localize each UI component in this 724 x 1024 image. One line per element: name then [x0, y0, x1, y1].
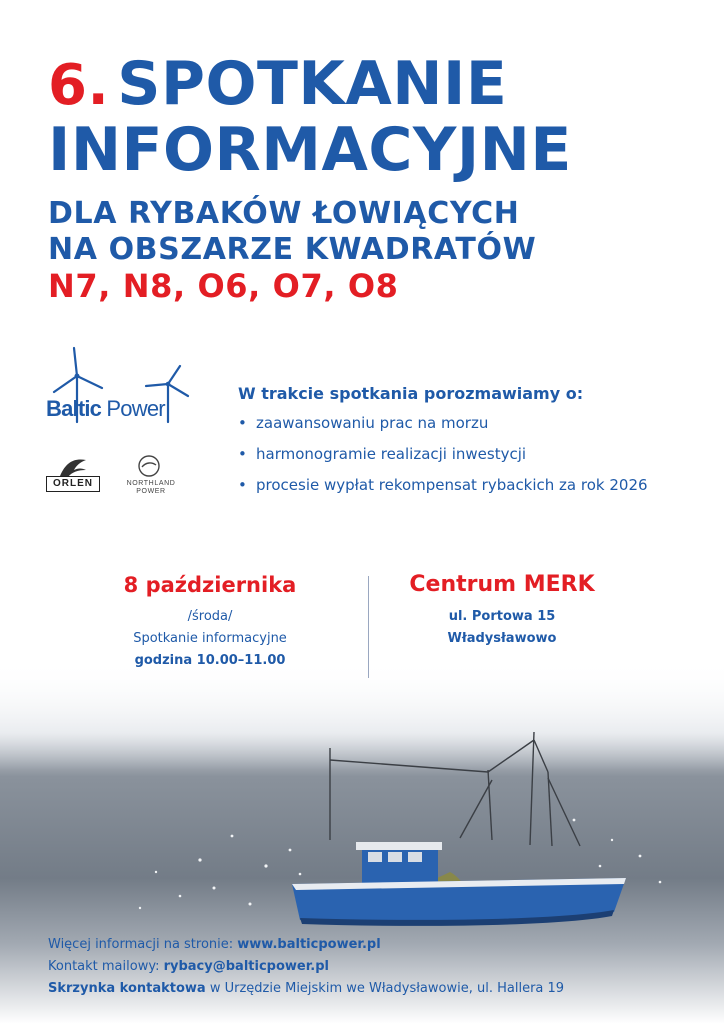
orlen-logo: ORLEN — [46, 476, 100, 492]
baltic-power-word-1: Baltic — [46, 396, 102, 421]
mailbox-row — [48, 978, 708, 1000]
baltic-power-word-2: Power — [106, 396, 165, 421]
mailbox-location: w Urzędzie Miejskim we Władysławowie, ul. Hallera 19 — [205, 981, 565, 996]
meeting-number: 6. — [48, 53, 110, 118]
northland-power-logo — [118, 480, 184, 496]
fishing-squares: N7, N8, O6, O7, O8 — [48, 267, 399, 305]
title-line-1: SPOTKANIE — [117, 49, 508, 119]
email-row — [48, 956, 708, 978]
subtitle-line-2: NA OBSZARZE KWADRATÓW — [48, 232, 537, 267]
event-date: 8 października — [123, 573, 297, 597]
event-type: Spotkanie informacyjne — [133, 631, 287, 646]
northland-power-icon — [136, 454, 162, 478]
agenda-heading: W trakcie spotkania porozmawiamy o: — [238, 384, 584, 403]
event-weekday: /środa/ — [187, 609, 233, 624]
baltic-power-logo — [46, 396, 165, 422]
mailbox-label: Skrzynka kontaktowa — [48, 981, 206, 996]
email-link[interactable]: rybacy@balticpower.pl — [163, 959, 329, 974]
website-link[interactable]: www.balticpower.pl — [237, 937, 381, 952]
power-word: POWER — [136, 488, 166, 495]
northland-word: NORTHLAND — [126, 480, 176, 487]
agenda — [238, 384, 698, 506]
venue-city: Władysławowo — [447, 631, 557, 646]
agenda-list — [238, 413, 698, 495]
orlen-eagle-icon — [52, 456, 94, 478]
agenda-item: • harmonogramie realizacji inwestycji — [238, 444, 698, 464]
event-venue-block — [372, 570, 632, 650]
subtitle-line-1: DLA RYBAKÓW ŁOWIĄCYCH — [48, 196, 520, 231]
partner-logos — [40, 340, 190, 510]
venue-street: ul. Portowa 15 — [448, 609, 556, 624]
boat-cabin — [356, 842, 442, 884]
event-venue: Centrum MERK — [409, 572, 595, 597]
website-row — [48, 934, 708, 956]
event-details — [60, 570, 660, 680]
boat-hull — [292, 878, 626, 926]
email-label: Kontakt mailowy: — [48, 959, 164, 974]
poster-subtitle — [48, 196, 536, 304]
contact-footer — [48, 934, 708, 1000]
event-date-block — [60, 570, 360, 672]
title-line-2: INFORMACYJNE — [48, 115, 572, 185]
event-time: godzina 10.00–11.00 — [134, 653, 286, 668]
agenda-item: • zaawansowaniu prac na morzu — [238, 413, 698, 433]
agenda-item: • procesie wypłat rekompensat rybackich za rok 2026 — [238, 475, 698, 495]
divider — [368, 576, 369, 678]
poster-title — [48, 49, 572, 185]
website-label: Więcej informacji na stronie: — [48, 937, 238, 952]
